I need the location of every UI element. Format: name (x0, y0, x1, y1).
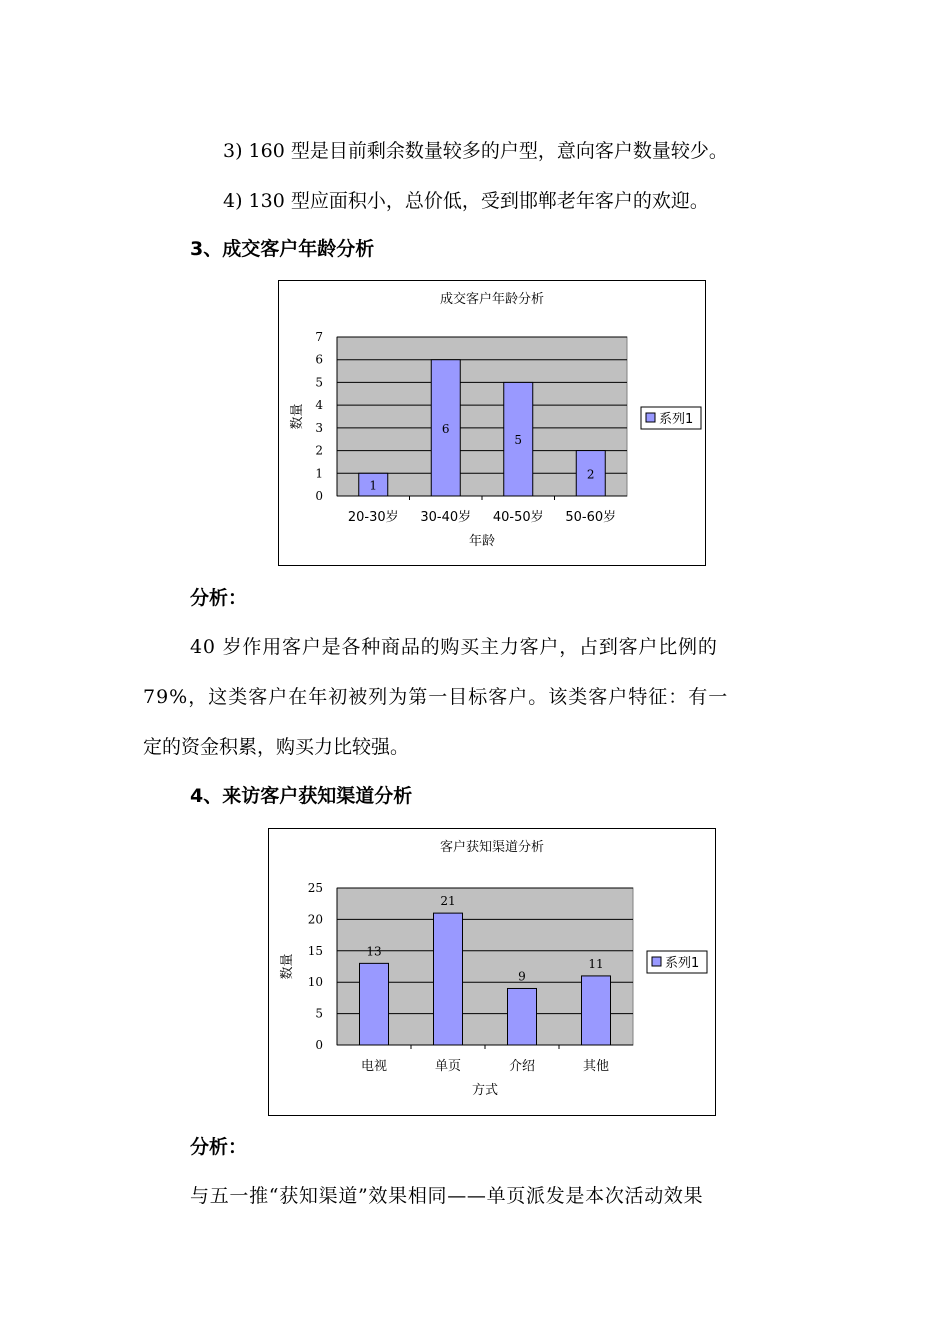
y-tick-label: 3 (315, 420, 323, 435)
y-tick-label: 0 (315, 489, 323, 503)
analysis2-text-line-1: 与五一推“获知渠道”效果相同——单页派发是本次活动效果 (190, 1185, 704, 1207)
y-tick-label: 5 (315, 1006, 323, 1021)
paragraph-item-4: 4) 130 型应面积小，总价低，受到邯郸老年客户的欢迎。 (223, 190, 709, 212)
data-label: 11 (588, 956, 604, 971)
data-label: 13 (366, 944, 382, 959)
legend-swatch (652, 957, 661, 966)
data-label: 21 (440, 894, 456, 909)
y-tick-label: 2 (315, 443, 323, 458)
bar (360, 963, 389, 1045)
y-tick-label: 15 (307, 943, 323, 958)
legend-swatch (646, 413, 655, 422)
y-tick-label: 5 (315, 375, 323, 390)
y-tick-label: 10 (307, 975, 323, 990)
bar (508, 988, 537, 1045)
bar (582, 976, 611, 1045)
x-axis-label: 年龄 (468, 534, 496, 549)
legend-label: 系列1 (665, 956, 700, 971)
analysis-text-line-1: 40 岁作用客户是各种商品的购买主力客户，占到客户比例的 (190, 636, 718, 658)
analysis-label-1: 分析： (190, 587, 248, 609)
x-tick-label: 50-60岁 (565, 510, 617, 525)
analysis-text-line-2: 79%，这类客户在年初被列为第一目标客户。该类客户特征：有一 (143, 686, 729, 708)
y-axis-label: 数量 (290, 403, 305, 430)
y-tick-label: 0 (315, 1038, 323, 1052)
x-tick-label: 40-50岁 (492, 510, 544, 525)
x-tick-label: 20-30岁 (347, 510, 399, 525)
y-tick-label: 1 (315, 466, 323, 481)
y-axis-label: 数量 (280, 953, 295, 980)
y-tick-label: 4 (315, 398, 323, 413)
y-tick-label: 25 (307, 881, 323, 895)
data-label: 5 (514, 433, 523, 448)
section-heading-4: 4、来访客户获知渠道分析 (190, 785, 413, 807)
analysis-label-2: 分析： (190, 1136, 248, 1158)
data-label: 9 (518, 969, 526, 984)
chart-title: 客户获知渠道分析 (439, 840, 545, 855)
x-tick-label: 电视 (360, 1059, 388, 1074)
chart-title: 成交客户年龄分析 (439, 292, 545, 307)
data-label: 2 (586, 467, 595, 482)
x-tick-label: 其他 (582, 1059, 610, 1074)
legend-label: 系列1 (659, 412, 694, 427)
bar (434, 913, 463, 1045)
x-tick-label: 单页 (434, 1059, 462, 1074)
x-tick-label: 30-40岁 (420, 510, 472, 525)
data-label: 1 (369, 478, 378, 493)
age-chart (278, 280, 706, 566)
channel-chart (268, 828, 716, 1116)
section-heading-3: 3、成交客户年龄分析 (190, 238, 375, 260)
paragraph-item-3: 3) 160 型是目前剩余数量较多的户型，意向客户数量较少。 (223, 140, 728, 162)
data-label: 6 (441, 421, 450, 436)
x-axis-label: 方式 (471, 1083, 499, 1098)
y-tick-label: 7 (315, 330, 323, 344)
y-tick-label: 6 (315, 352, 323, 367)
y-tick-label: 20 (307, 912, 323, 927)
x-tick-label: 介绍 (508, 1059, 536, 1074)
analysis-text-line-3: 定的资金积累，购买力比较强。 (143, 736, 410, 758)
